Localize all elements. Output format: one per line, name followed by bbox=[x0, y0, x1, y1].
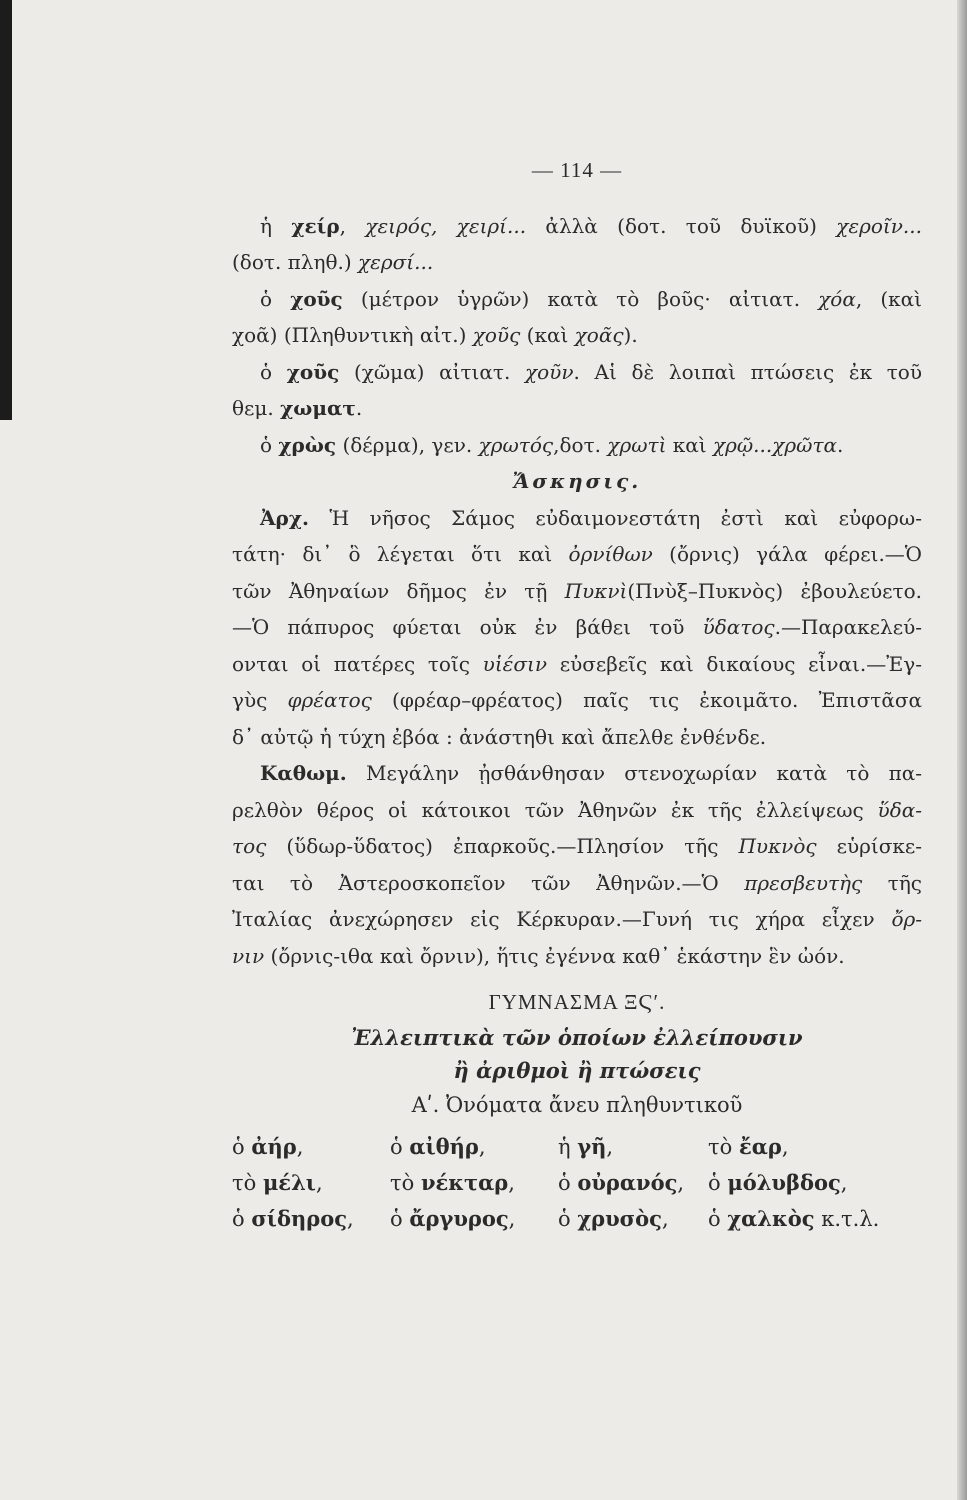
text-line bbox=[232, 755, 922, 792]
text-line bbox=[232, 573, 922, 610]
text-run: πρεσβευτὴς bbox=[744, 870, 863, 895]
text-run: Ἀρχ. bbox=[260, 505, 309, 530]
text-run: ἡ bbox=[260, 213, 292, 238]
text-run: (δοτ. πληθ.) bbox=[232, 250, 359, 274]
text-line bbox=[232, 682, 922, 719]
text-run: ὄρ- bbox=[891, 907, 922, 931]
text-run: νιν bbox=[232, 943, 265, 968]
noun: χαλκὸς bbox=[727, 1206, 815, 1231]
text-line bbox=[232, 609, 922, 646]
text-run: χειρός, χειρί... bbox=[365, 213, 527, 238]
page-content bbox=[232, 152, 922, 1237]
article: ὁ bbox=[708, 1171, 728, 1195]
text-line bbox=[232, 865, 922, 902]
section-title-line2: ἢ ἀριθμοὶ ἢ πτώσεις bbox=[453, 1057, 701, 1083]
text-line bbox=[232, 281, 922, 318]
punctuation: , bbox=[606, 1135, 614, 1159]
text-run: χεροῖν... bbox=[836, 213, 922, 238]
page-number: — 114 — bbox=[531, 158, 623, 182]
scan-edge-right bbox=[957, 0, 967, 1500]
noun: αἰθήρ bbox=[409, 1134, 479, 1159]
paragraph-arch bbox=[232, 500, 922, 756]
punctuation: , bbox=[508, 1171, 515, 1195]
article: ὁ bbox=[390, 1207, 410, 1231]
article: τὸ bbox=[232, 1171, 263, 1195]
article: ὁ bbox=[232, 1207, 252, 1231]
noun: μόλυβδος bbox=[727, 1170, 841, 1195]
text-run: (καὶ bbox=[520, 323, 575, 347]
text-run: δ᾿ αὐτῷ ἡ τύχη ἐβόα : ἀνάστηθι καὶ ἄπελθε ἐνθένδε. bbox=[232, 724, 767, 749]
text-run: φρέατος bbox=[287, 688, 372, 712]
vocab-word bbox=[708, 1201, 922, 1237]
text-run: (ὄρνις) γάλα φέρει.—Ὁ bbox=[652, 542, 922, 566]
text-run: (μέτρον ὑγρῶν) κατὰ τὸ βοῦς· αἰτιατ. bbox=[342, 286, 819, 311]
text-run: χωματ bbox=[280, 396, 356, 420]
noun: χρυσὸς bbox=[577, 1206, 662, 1231]
text-line bbox=[232, 719, 922, 756]
text-run: ὀρνίθων bbox=[568, 542, 653, 566]
punctuation: , bbox=[315, 1171, 323, 1195]
text-run: ὕδατος bbox=[702, 615, 775, 639]
text-run: ὕδα- bbox=[877, 797, 922, 822]
noun: μέλι bbox=[262, 1170, 316, 1195]
text-run: —Ὁ πάπυρος φύεται οὐκ ἐν βάθει τοῦ bbox=[232, 615, 703, 639]
noun: σίδηρος bbox=[251, 1206, 348, 1231]
text-run: ,δοτ. bbox=[553, 432, 608, 457]
word-entries bbox=[232, 208, 922, 464]
text-run: ἀλλὰ (δοτ. τοῦ δυϊκοῦ) bbox=[526, 213, 837, 238]
text-run: χρωτὶ bbox=[607, 432, 667, 457]
text-run: χοᾶ) (Πληθυντικὴ αἰτ.) bbox=[232, 323, 473, 347]
text-run: τῶν Ἀθηναίων δῆμος ἐν τῇ bbox=[232, 578, 565, 603]
text-run: . bbox=[355, 396, 363, 420]
text-run: χοῦς bbox=[286, 359, 340, 384]
vocab-word bbox=[390, 1165, 558, 1201]
text-run: θεμ. bbox=[232, 396, 281, 420]
punctuation: , bbox=[478, 1135, 486, 1159]
text-run: Καθωμ. bbox=[260, 761, 347, 785]
punctuation: , bbox=[840, 1171, 848, 1195]
vocab-word bbox=[708, 1165, 922, 1201]
gymnasma-heading: ΓΥΜΝΑΣΜΑ ΞϚʹ. bbox=[488, 990, 666, 1014]
text-run: (φρέαρ–φρέατος) παῖς τις ἐκοιμᾶτο. Ἐπιστᾶσα bbox=[371, 688, 922, 712]
vocab-word bbox=[558, 1165, 708, 1201]
text-line bbox=[232, 244, 922, 281]
text-run: χοῦν bbox=[525, 359, 574, 384]
vocab-grid bbox=[232, 1129, 922, 1237]
article: ὁ bbox=[558, 1207, 578, 1231]
paragraph-kath bbox=[232, 755, 922, 974]
vocab-word bbox=[558, 1201, 708, 1237]
punctuation: , bbox=[661, 1207, 669, 1231]
scan-edge-left bbox=[0, 0, 12, 420]
text-run: χρὼς bbox=[278, 432, 337, 457]
text-run: τάτη· δι᾿ ὃ λέγεται ὅτι καὶ bbox=[232, 542, 569, 566]
text-line bbox=[232, 317, 922, 354]
exercise-heading: Ἄσκησις. bbox=[512, 469, 642, 493]
text-run: (χῶμα) αἰτιατ. bbox=[339, 359, 525, 384]
text-line bbox=[232, 792, 922, 829]
text-run: (ὄρνις-ιθα καὶ ὄρνιν), ἥτις ἐγέννα καθ᾿ ἑκάστην ἓν ὠόν. bbox=[264, 943, 845, 968]
article: ὁ bbox=[558, 1171, 578, 1195]
text-run: .—Παρακελεύ- bbox=[774, 615, 922, 639]
text-line bbox=[232, 390, 922, 427]
vocab-word bbox=[232, 1201, 390, 1237]
text-run: . Αἱ δὲ λοιπαὶ πτώσεις ἐκ τοῦ bbox=[573, 359, 922, 384]
text-run: χοῦς bbox=[472, 323, 521, 347]
noun: οὐρανός bbox=[577, 1170, 678, 1195]
text-run: ὁ bbox=[260, 286, 291, 311]
text-run: Ἰταλίας ἀνεχώρησεν εἰς Κέρκυραν.—Γυνή τις χήρα εἶχεν bbox=[232, 907, 892, 931]
punctuation: , bbox=[508, 1207, 516, 1231]
vocab-word bbox=[390, 1201, 558, 1237]
text-run: (Πνὺξ–Πυκνὸς) ἐβουλεύετο. bbox=[627, 578, 922, 603]
text-run: χερσί... bbox=[358, 250, 434, 274]
noun: ἄργυρος bbox=[409, 1206, 509, 1231]
subsection-a: Αʹ. Ὀνόματα ἄνευ πληθυντικοῦ bbox=[411, 1092, 743, 1117]
article: τὸ bbox=[708, 1135, 739, 1159]
noun: γῆ bbox=[577, 1134, 607, 1159]
text-run: Μεγάλην ᾐσθάνθησαν στενοχωρίαν κατὰ τὸ πα- bbox=[346, 761, 922, 785]
punctuation: , bbox=[677, 1171, 685, 1195]
text-run: χρωτός bbox=[478, 432, 554, 457]
punctuation: , bbox=[781, 1135, 789, 1159]
text-run: τος bbox=[232, 834, 267, 858]
text-run: (δέρμα), γεν. bbox=[336, 432, 479, 457]
article: τὸ bbox=[390, 1171, 421, 1195]
text-run: Πυκνὶ bbox=[564, 578, 628, 603]
vocab-word bbox=[232, 1129, 390, 1165]
text-run: . bbox=[837, 432, 844, 457]
text-line bbox=[232, 208, 922, 245]
text-run: ὁ bbox=[260, 359, 287, 384]
text-run: χόα bbox=[818, 286, 856, 311]
vocab-word bbox=[232, 1165, 390, 1201]
text-line bbox=[232, 536, 922, 573]
article: ἡ bbox=[558, 1135, 578, 1159]
text-run: χοῦς bbox=[290, 286, 343, 311]
text-run: , (καὶ bbox=[855, 286, 922, 311]
text-run: ). bbox=[623, 323, 638, 347]
text-run: καὶ bbox=[666, 432, 713, 457]
vocab-word bbox=[708, 1129, 922, 1165]
text-line bbox=[232, 828, 922, 865]
article: ὁ bbox=[232, 1135, 252, 1159]
text-run: ρελθὸν θέρος οἱ κάτοικοι τῶν Ἀθηνῶν ἐκ τῆς ἐλλείψεως bbox=[232, 797, 878, 822]
text-run: χείρ bbox=[291, 213, 340, 238]
text-run: τῆς bbox=[862, 870, 922, 895]
punctuation: , bbox=[296, 1135, 304, 1159]
article: ὁ bbox=[708, 1207, 728, 1231]
text-run: Ἡ νῆσος Σάμος εὐδαιμονεστάτη ἐστὶ καὶ εὐφορω- bbox=[308, 505, 922, 530]
vocab-word bbox=[390, 1129, 558, 1165]
text-run: ται τὸ Ἀστεροσκοπεῖον τῶν Ἀθηνῶν.—Ὁ bbox=[232, 870, 745, 895]
text-line bbox=[232, 500, 922, 537]
text-run: ονται οἱ πατέρες τοῖς bbox=[232, 651, 483, 676]
text-run: εὐσεβεῖς καὶ δικαίους εἶναι.—Ἐγ- bbox=[547, 651, 922, 676]
vocab-word bbox=[558, 1129, 708, 1165]
text-run: γὺς bbox=[232, 688, 288, 712]
text-run: χρῷ...χρῶτα bbox=[713, 432, 838, 457]
text-line bbox=[232, 646, 922, 683]
text-run: χοᾶς bbox=[574, 323, 624, 347]
text-run: Πυκνὸς bbox=[738, 834, 817, 858]
text-run: υἱέσιν bbox=[482, 651, 548, 676]
noun: νέκταρ bbox=[420, 1170, 509, 1195]
text-run: ὁ bbox=[260, 432, 279, 457]
punctuation: κ.τ.λ. bbox=[814, 1207, 880, 1231]
noun: ἔαρ bbox=[738, 1134, 782, 1159]
punctuation: , bbox=[347, 1207, 354, 1231]
text-line bbox=[232, 427, 922, 464]
text-run: , bbox=[339, 213, 366, 238]
text-run: (ὕδωρ-ὕδατος) ἐπαρκοῦς.—Πλησίον τῆς bbox=[266, 834, 739, 858]
text-line bbox=[232, 901, 922, 938]
text-line bbox=[232, 938, 922, 975]
article: ὁ bbox=[390, 1135, 410, 1159]
section-title-line1: Ἐλλειπτικὰ τῶν ὁποίων ἐλλείπουσιν bbox=[351, 1024, 803, 1050]
noun: ἀήρ bbox=[251, 1134, 297, 1159]
text-line bbox=[232, 354, 922, 391]
text-run: εὑρίσκε- bbox=[816, 834, 922, 858]
